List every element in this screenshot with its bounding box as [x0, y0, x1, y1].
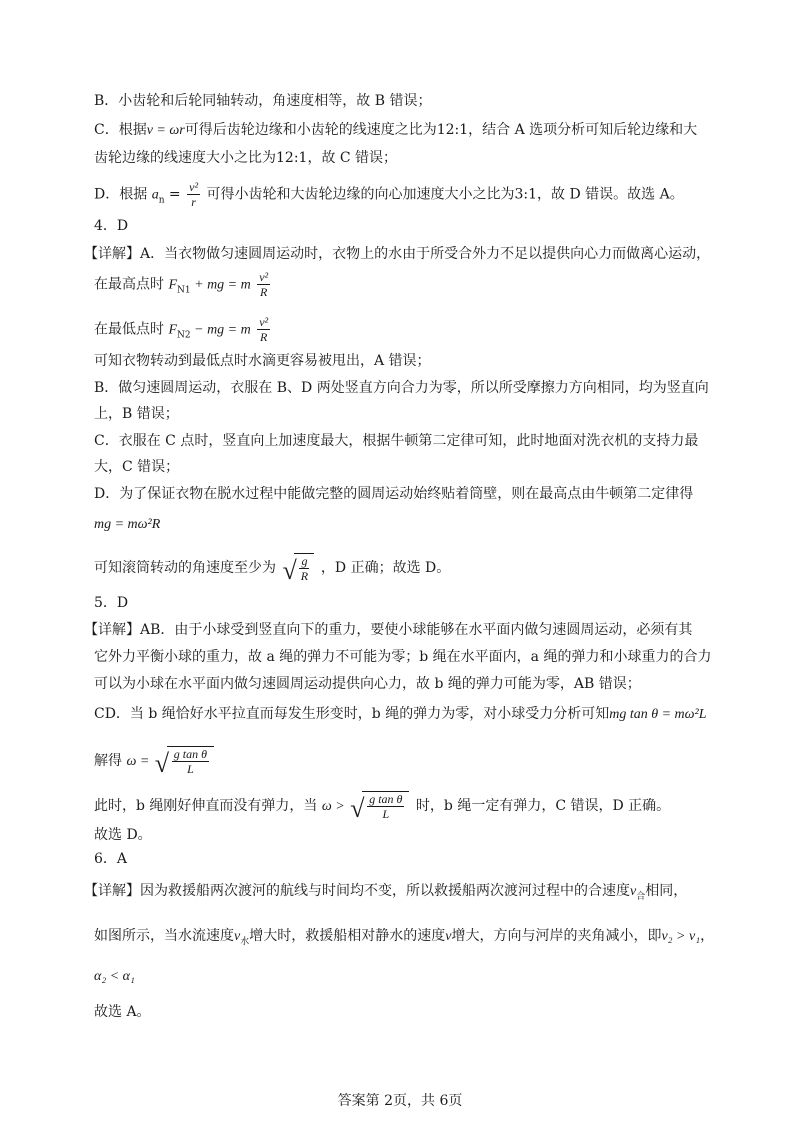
fraction — [257, 270, 270, 299]
denominator: L — [382, 807, 390, 821]
text-line: B．小齿轮和后轮同轴转动，角速度相等，故 B 错误； — [94, 93, 432, 109]
text-line — [94, 553, 450, 583]
text-span: 如图所示，当水流速度 — [94, 928, 234, 944]
formula: v — [445, 929, 452, 944]
denominator: R — [300, 569, 309, 583]
question-number: 5．D — [94, 595, 129, 611]
formula: + mg = m — [190, 277, 251, 293]
text-line: 上，B 错误； — [94, 406, 179, 422]
text-line — [94, 705, 707, 724]
subscript: 水 — [240, 936, 250, 947]
text-line — [94, 927, 714, 951]
text-line: 大，C 错误； — [94, 459, 180, 475]
numerator: g tan θ — [369, 792, 403, 806]
fraction — [257, 315, 270, 344]
text-line — [94, 791, 670, 821]
radical-sign: √ — [154, 749, 170, 778]
text-span: 相同， — [645, 883, 688, 899]
text-span: 在最高点时 — [94, 276, 164, 293]
text-span: D．根据 — [94, 186, 148, 203]
numerator: v² — [189, 180, 199, 194]
subscript: N1 — [177, 285, 191, 296]
text-line: 故选 D。 — [94, 827, 152, 843]
formula: ω = — [126, 754, 153, 769]
formula: v — [630, 884, 637, 899]
text-line: B．做匀速圆周运动，衣服在 B、D 两处竖直方向合力为零，所以所受摩擦力方向相同，均为竖直向 — [94, 380, 709, 396]
text-line: 可以为小球在水平面内做匀速圆周运动提供向心力，故 b 绳的弹力可能为零，AB 错误； — [94, 676, 641, 692]
square-root — [350, 791, 409, 821]
formula: v₂ > v₁ — [661, 929, 701, 944]
radical-sign: √ — [350, 794, 365, 823]
formula: v — [234, 929, 241, 944]
text-line: 【详解】A．当衣物做匀速圆周运动时，衣物上的水由于所受合外力不足以提供向心力而做离心运动， — [84, 246, 711, 262]
formula: F — [168, 322, 178, 338]
text-line: 【详解】AB．由于小球受到竖直向下的重力，要使小球能够在水平面内做匀速圆周运动，必须有其 — [84, 622, 693, 638]
formula: mg tan θ = mω²L — [609, 707, 707, 722]
page-footer: 答案第 2页，共 6页 — [337, 1093, 463, 1109]
text-line: 它外力平衡小球的重力，故 a 绳的弹力不可能为零；b 绳在水平面内，a 绳的弹力和小球重力的合力 — [94, 649, 712, 665]
text-line: 可知衣物转动到最低点时水滴更容易被甩出，A 错误； — [94, 353, 431, 369]
text-line: C．衣服在 C 点时，竖直向上加速度最大，根据牛顿第二定律可知，此时地面对洗衣机的支持力最 — [94, 433, 699, 449]
text-span: ， — [700, 928, 715, 944]
text-line — [94, 121, 697, 140]
text-span: 时，b 绳一定有弹力，C 错误，D 正确。 — [415, 798, 671, 814]
denominator: R — [260, 330, 268, 344]
text-span: ，D 正确；故选 D。 — [320, 560, 451, 576]
text-span: CD．当 b 绳恰好水平拉直而每发生形变时，b 绳的弹力为零，对小球受力分析可知 — [94, 706, 610, 722]
numerator: v² — [259, 270, 269, 284]
question-number: 6．A — [94, 851, 128, 867]
denominator: L — [187, 762, 194, 776]
formula: ω > — [321, 799, 349, 814]
text-span: 可得后齿轮边缘和小齿轮的线速度之比为12:1，结合 A 选项分析可知后轮边缘和大 — [184, 122, 698, 138]
text-line — [94, 315, 272, 344]
denominator: r — [191, 195, 196, 209]
formula: F — [168, 277, 178, 293]
text-span: 可知滚筒转动的角速度至少为 — [94, 560, 276, 576]
subscript: 合 — [636, 891, 646, 902]
text-span: 增大时，救援船相对静水的速度 — [249, 928, 446, 944]
square-root — [282, 553, 314, 583]
text-span: 在最低点时 — [94, 321, 164, 338]
text-line — [94, 746, 216, 776]
formula: = — [164, 186, 186, 203]
numerator: v² — [259, 315, 269, 329]
fraction — [187, 180, 200, 209]
text-span: 【详解】因为救援船两次渡河的航线与时间均不变，所以救援船两次渡河过程中的合速度 — [84, 883, 630, 899]
radical-sign: √ — [282, 556, 297, 585]
text-line — [94, 270, 272, 299]
text-span: C．根据 — [94, 122, 147, 138]
formula: a — [151, 187, 159, 203]
text-span: 可得小齿轮和大齿轮边缘的向心加速度大小之比为3:1，故 D 错误。故选 A。 — [206, 186, 684, 203]
numerator: g tan θ — [173, 747, 208, 761]
square-root — [155, 746, 214, 776]
text-span: 解得 — [94, 753, 122, 769]
question-number: 4．D — [94, 218, 129, 234]
text-line: 齿轮边缘的线速度大小之比为12:1，故 C 错误； — [94, 150, 398, 166]
text-span: 此时，b 绳刚好伸直而没有弹力，当 — [94, 798, 318, 814]
formula-line: α₂ < α₁ — [94, 969, 135, 984]
text-line: 故选 A。 — [94, 1004, 151, 1020]
subscript: N2 — [177, 330, 191, 341]
denominator: R — [260, 285, 268, 299]
text-line: D．为了保证衣物在脱水过程中能做完整的圆周运动始终贴着筒壁，则在最高点由牛顿第二定律得 — [94, 486, 694, 502]
formula-line: mg = mω²R — [94, 517, 161, 532]
text-line — [94, 180, 684, 209]
text-line — [84, 882, 687, 906]
text-span: 增大，方向与河岸的夹角减小，即 — [451, 928, 662, 944]
subscript: n — [158, 195, 165, 206]
numerator: g — [301, 554, 308, 568]
formula: v = ωr — [146, 123, 185, 138]
formula: − mg = m — [190, 322, 251, 338]
